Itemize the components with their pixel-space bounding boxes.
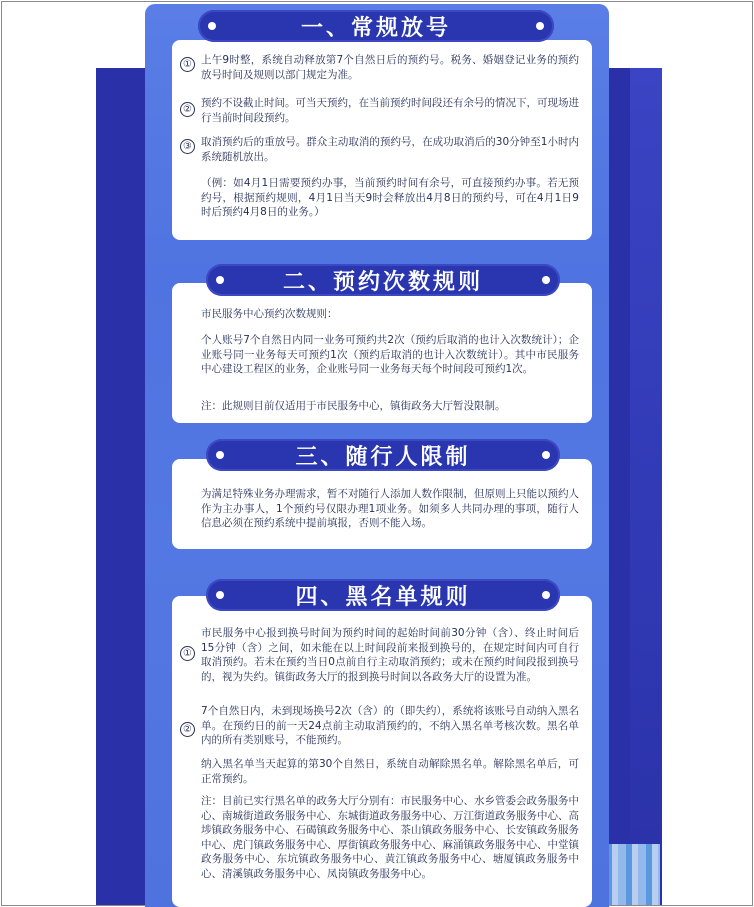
section-title-bar xyxy=(206,264,560,296)
section-1-example: （例：如4月1日需要预约办事，当前预约时间有余号，可直接预约办事。若无预约号，根据预约规则，4月1日当天9时会释放出4月8日的预约号，可在4月1日9时后预约4月8日的业务。） xyxy=(201,177,579,218)
item-number: ② xyxy=(180,722,195,737)
section-4-release-text: 纳入黑名单当天起算的第30个自然日，系统自动解除黑名单。解除黑名单后，可正常预约。 xyxy=(201,758,579,785)
item-number: ③ xyxy=(180,139,195,154)
section-1-item-3-text: 取消预约后的重放号。群众主动取消的预约号，在成功取消后的30分钟至1小时内系统随机放出。 xyxy=(201,136,579,163)
section-title: 二、预约次数规则 xyxy=(282,269,483,295)
section-4-item-1-text: 市民服务中心报到换号时间为预约时间的起始时间前30分钟（含）、终止时间后15分钟（含）之间，如未能在以上时间段前来报到换号的，在规定时间内可自行取消预约。若未在预约当日0点前自行主动取消预约；或未在预约时间段报到换号的，视为失约。镇街政务大厅的报到换号时间以各政务大厅的设置为准。 xyxy=(201,627,579,683)
section-1-item-1-text: 上午9时整，系统自动释放第7个自然日后的预约号。税务、婚姻登记业务的预约放号时间及规则以部门规定为准。 xyxy=(201,54,579,81)
section-title-bar xyxy=(206,579,560,611)
section-2-note: 注：此规则目前仅适用于市民服务中心，镇街政务大厅暂没限制。 xyxy=(201,400,506,412)
section-title: 四、黑名单规则 xyxy=(295,584,471,610)
item-number: ① xyxy=(180,57,195,72)
section-2-body: 个人账号7个自然日内同一业务可预约共2次（预约后取消的也计入次数统计）；企业账号同一业务每天可预约1次（预约后取消的也计入次数统计）。其中市民服务中心建设工程区的业务，企业账号同一业务每天每个时间段可预约1次。 xyxy=(201,334,579,375)
section-title: 一、常规放号 xyxy=(300,15,451,41)
section-4-note: 注：目前已实行黑名单的政务大厅分别有：市民服务中心、水乡管委会政务服务中心、南城街道政务服务中心、东城街道政务服务中心、万江街道政务服务中心、高埗镇政务服务中心、石碣镇政务服务中心、茶山镇政务服务中心、长安镇政务服务中心、虎门镇政务服务中心、厚街镇政务服务中心、麻涌镇政务服务中心、中堂镇政务服务中心、东坑镇政务服务中心、黄江镇政务服务中心、塘厦镇政务服务中心、清溪镇政务服务中心、凤岗镇政务服务中心。 xyxy=(201,795,579,880)
section-title-bar xyxy=(206,439,560,471)
section-3-body: 为满足特殊业务办理需求，暂不对随行人添加人数作限制，但原则上只能以预约人作为主办事人，1个预约号仅限办理1项业务。如须多人共同办理的事项，随行人信息必须在预约系统中提前填报，否则不能入场。 xyxy=(201,488,579,529)
item-number: ① xyxy=(180,646,195,661)
section-2-intro: 市民服务中心预约次数规则： xyxy=(201,308,338,320)
section-title-bar xyxy=(198,10,554,42)
section-1-item-2-text: 预约不设截止时间。可当天预约，在当前预约时间段还有余号的情况下，可现场进行当前时间段预约。 xyxy=(201,97,579,124)
section-4-item-2-text: 7个自然日内，未到现场换号2次（含）的（即失约），系统将该账号自动纳入黑名单。在预约日的前一天24点前主动取消预约的，不纳入黑名单考核次数。黑名单内的所有类别账号，不能预约。 xyxy=(201,705,579,746)
section-title: 三、随行人限制 xyxy=(295,444,471,470)
background-right-highlight xyxy=(630,68,662,906)
item-number: ② xyxy=(180,102,195,117)
